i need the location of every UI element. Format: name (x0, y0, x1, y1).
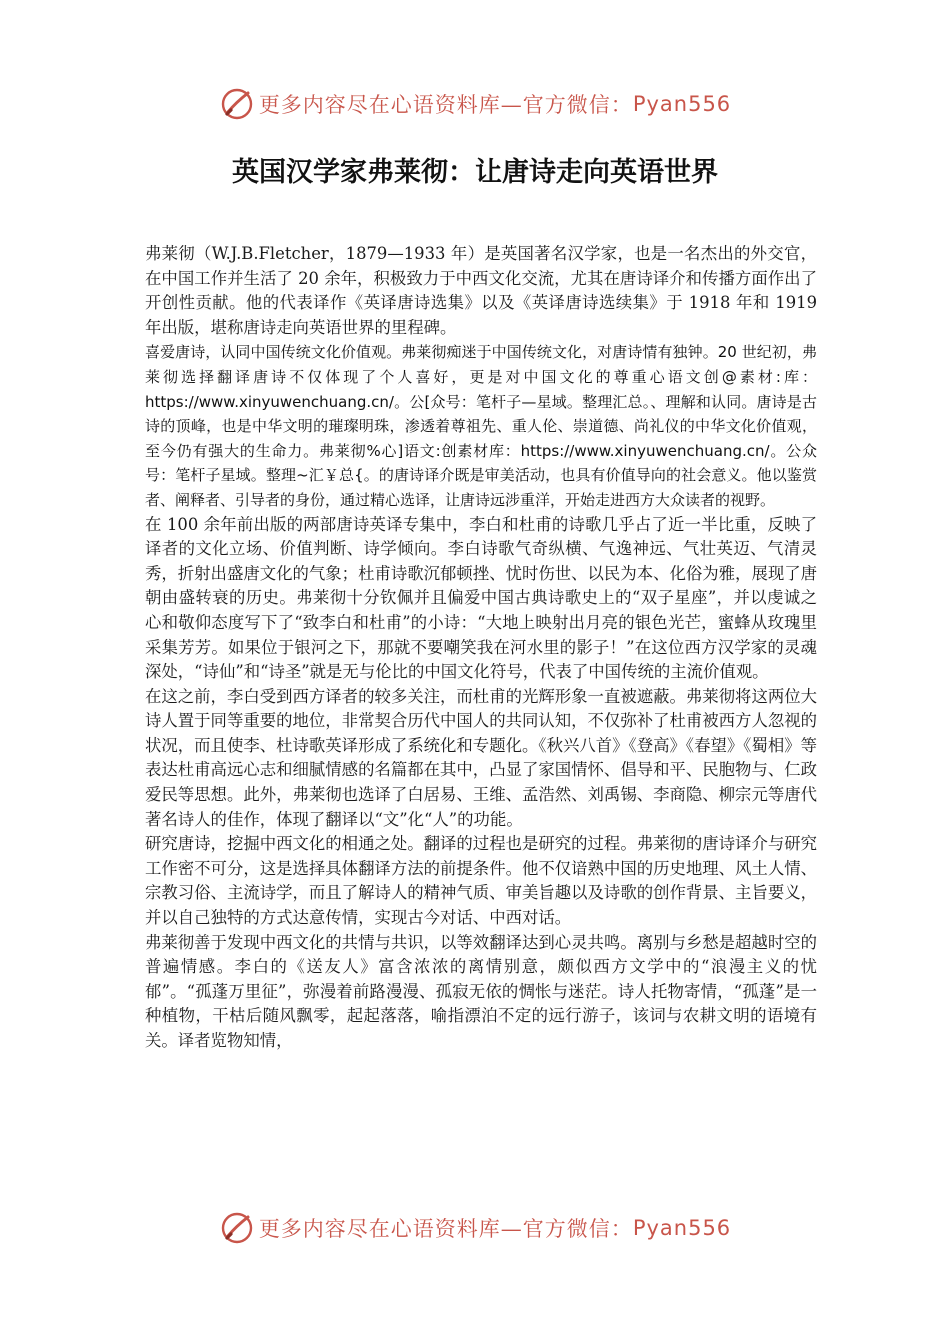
brush-logo-icon (219, 1210, 255, 1246)
paragraph-intro: 弗莱彻（W.J.B.Fletcher，1879—1933 年）是英国著名汉学家，也是一名杰出的外交官，在中国工作并生活了 20 余年，积极致力于中西文化交流，尤其在唐诗译介和传播方面作出了开创性贡献。他的代表译作《英译唐诗选集》以及《英译唐诗选续集》于 1918 年和 1919 年出版，堪称唐诗走向英语世界的里程碑。 (145, 244, 817, 337)
article-title: 英国汉学家弗莱彻：让唐诗走向英语世界 (232, 157, 718, 188)
paragraph-li-du: 在 100 余年前出版的两部唐诗英译专集中，李白和杜甫的诗歌几乎占了近一半比重，反映了译者的文化立场、价值判断、诗学倾向。李白诗歌气奇纵横、气逸神远、气壮英迈、气清灵秀，折射出盛唐文化的气象；杜甫诗歌沉郁顿挫、忧时伤世、以民为本、化俗为雅，展现了唐朝由盛转衰的历史。弗莱彻十分钦佩并且偏爱中国古典诗歌史上的“双子星座”，并以虔诚之心和敬仰态度写下了“致李白和杜甫”的小诗：“大地上映射出月亮的银色光芒，蜜蜂从玫瑰里采集芳芳。如果位于银河之下，那就不要嘲笑我在河水里的影子！”在这位西方汉学家的灵魂深处，“诗仙”和“诗圣”就是无与伦比的中国文化符号，代表了中国传统的主流价值观。 (145, 514, 818, 682)
paragraph-empathy: 弗莱彻善于发现中西文化的共情与共识，以等效翻译达到心灵共鸣。离别与乡愁是超越时空的普遍情感。李白的《送友人》富含浓浓的离情别意，颇似西方文学中的“浪漫主义的忧郁”。“孤蓬万里征”，弥漫着前路漫漫、孤寂无依的惆怅与迷茫。诗人托物寄情，“孤蓬”是一种植物，干枯后随风飘零，起起落落，喻指漂泊不定的远行游子，该词与农耕文明的语境有关。译者览物知情， (145, 932, 818, 1050)
header-banner (0, 84, 950, 124)
footer-banner (0, 1208, 950, 1248)
banner-wechat-id: Pyan556 (632, 92, 732, 116)
banner-text: 更多内容尽在心语资料库—官方微信： (258, 93, 633, 117)
article-body (145, 242, 817, 1054)
banner-text: 更多内容尽在心语资料库—官方微信： (258, 1217, 633, 1241)
banner-wechat-id: Pyan556 (632, 1216, 732, 1240)
paragraph-values: 喜爱唐诗，认同中国传统文化价值观。弗莱彻痴迷于中国传统文化，对唐诗情有独钟。20 世纪初，弗莱彻选择翻译唐诗不仅体现了个人喜好，更是对中国文化的尊重心语文创@素材:库：https://www.xinyuwenchuang.cn/。公[众号：笔杆子—星域。整理汇总。、理解和认同。唐诗是古诗的顶峰，也是中华文明的璀璨明珠，渗透着尊祖先、重人伦、崇道德、尚礼仪的中华文化价值观，至今仍有强大的生命力。弗莱彻%心]语文:创素材库：https://www.xinyuwenchuang.cn/。公众号：笔杆子星域。整理~汇￥总{。的唐诗译介既是审美活动，也具有价值导向的社会意义。他以鉴赏者、阐释者、引导者的身份，通过精心选译，让唐诗远涉重洋，开始走进西方大众读者的视野。 (145, 343, 817, 509)
paragraph-research: 研究唐诗，挖掘中西文化的相通之处。翻译的过程也是研究的过程。弗莱彻的唐诗译介与研究工作密不可分，这是选择具体翻译方法的前提条件。他不仅谙熟中国的历史地理、风土人情、宗教习俗、主流诗学，而且了解诗人的精神气质、审美旨趣以及诗歌的创作背景、主旨要义，并以自己独特的方式达意传情，实现古今对话、中西对话。 (145, 834, 818, 928)
paragraph-du-fu: 在这之前，李白受到西方译者的较多关注，而杜甫的光辉形象一直被遮蔽。弗莱彻将这两位大诗人置于同等重要的地位，非常契合历代中国人的共同认知，不仅弥补了杜甫被西方人忽视的状况，而且使李、杜诗歌英译形成了系统化和专题化。《秋兴八首》《登高》《春望》《蜀相》等表达杜甫高远心志和细腻情感的名篇都在其中，凸显了家国情怀、倡导和平、民胞物与、仁政爱民等思想。此外，弗莱彻也选译了白居易、王维、孟浩然、刘禹锡、李商隐、柳宗元等唐代著名诗人的佳作，体现了翻译以“文”化“人”的功能。 (145, 686, 818, 829)
brush-logo-icon (219, 86, 255, 122)
